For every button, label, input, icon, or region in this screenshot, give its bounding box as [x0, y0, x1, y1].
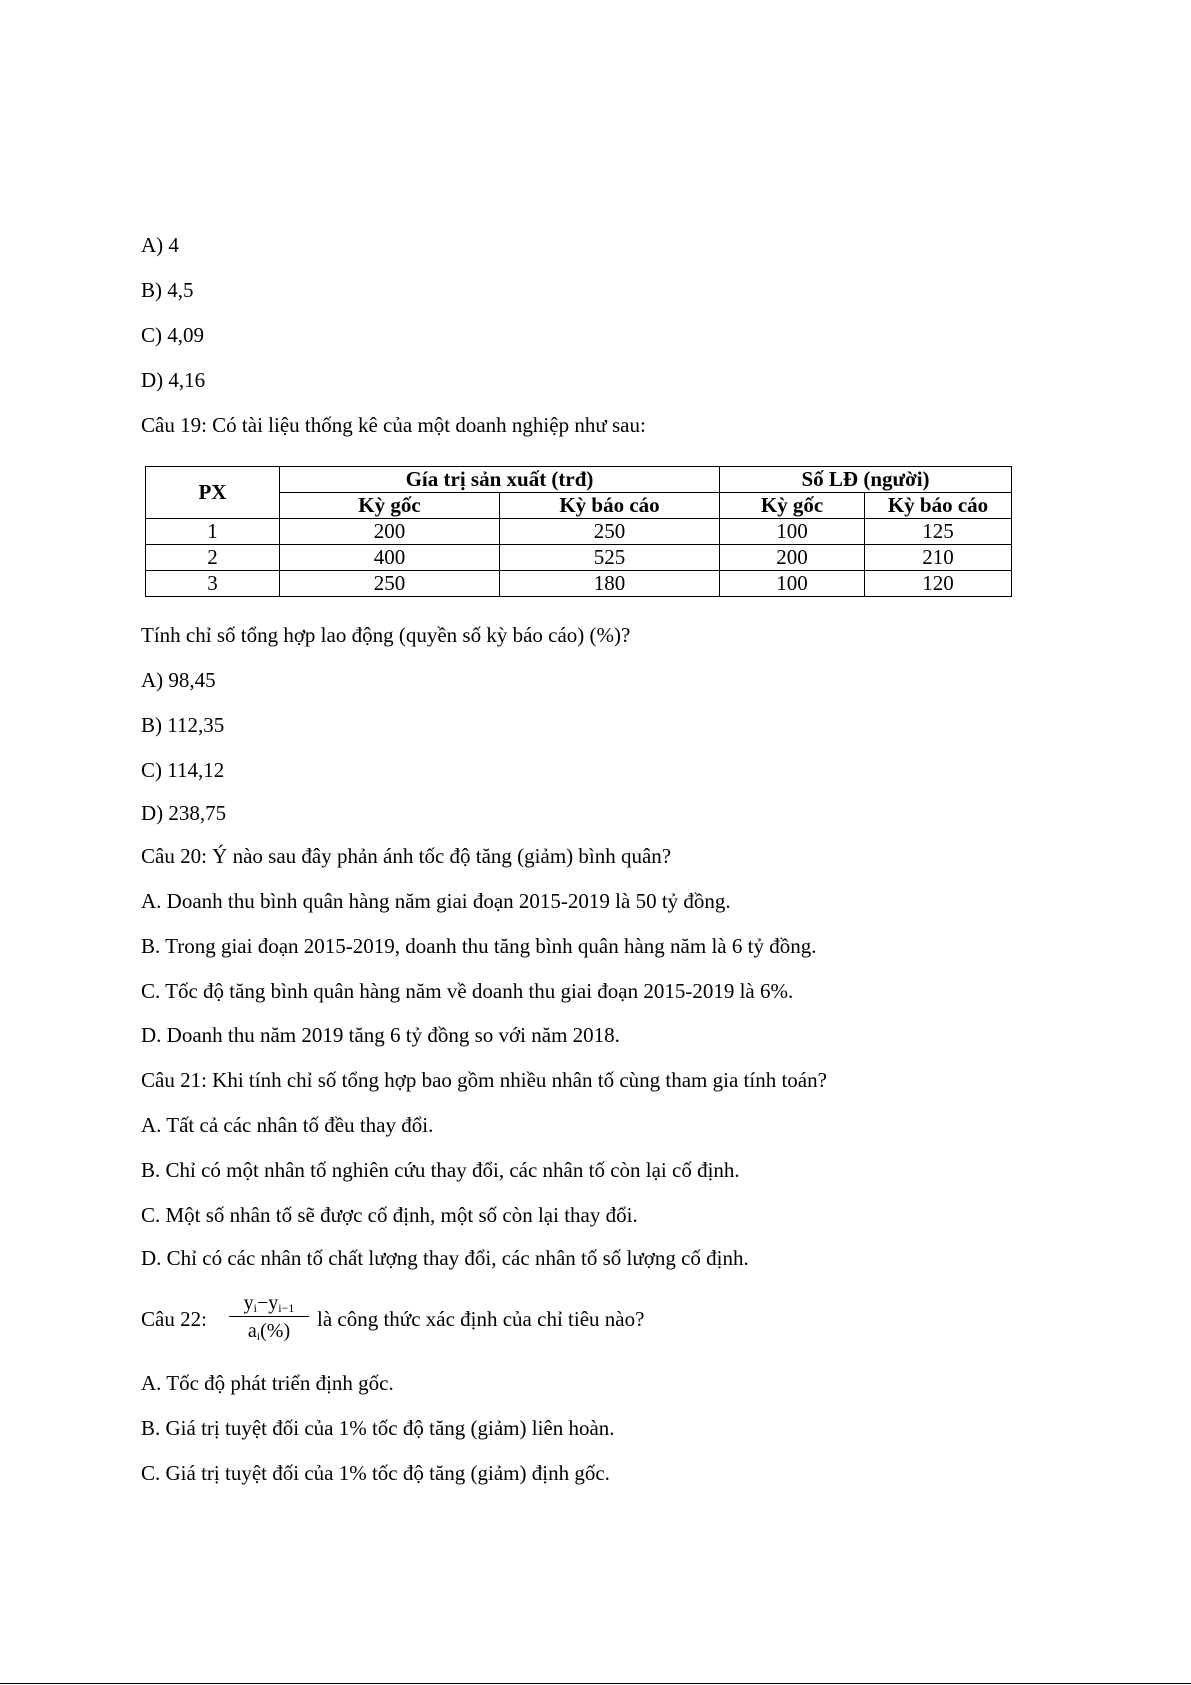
- header-px: PX: [146, 467, 280, 519]
- q21-option-d: D. Chỉ có các nhân tố chất lượng thay đổi, các nhân tố số lượng cố định.: [141, 1246, 749, 1270]
- table-cell: 250: [500, 519, 720, 545]
- q20-option-c: C. Tốc độ tăng bình quân hàng năm về doanh thu giai đoạn 2015-2019 là 6%.: [141, 979, 794, 1003]
- subheader-value-base: Kỳ gốc: [280, 493, 500, 519]
- q18-option-a: A) 4: [141, 233, 179, 257]
- q19-option-a: A) 98,45: [141, 668, 216, 692]
- formula-numerator: $y_i-y_{i-1}$: [229, 1290, 309, 1317]
- q19-question: Câu 19: Có tài liệu thống kê của một doanh nghiệp như sau:: [141, 413, 646, 437]
- subheader-labor-base: Kỳ gốc: [720, 493, 865, 519]
- q21-question: Câu 21: Khi tính chỉ số tổng hợp bao gồm nhiều nhân tố cùng tham gia tính toán?: [141, 1068, 827, 1092]
- q22-option-b: B. Giá trị tuyệt đối của 1% tốc độ tăng (giảm) liên hoàn.: [141, 1416, 615, 1440]
- table-header-row: [146, 467, 1012, 493]
- table-cell: 125: [865, 519, 1012, 545]
- q19-option-d: D) 238,75: [141, 801, 227, 825]
- header-production-value: Gía trị sản xuất (trđ): [280, 467, 720, 493]
- table-cell: 210: [865, 545, 1012, 571]
- q19-data-table: [145, 466, 1012, 597]
- table-cell: 120: [865, 571, 1012, 597]
- table-cell: 400: [280, 545, 500, 571]
- q18-option-d: D) 4,16: [141, 368, 206, 392]
- table-row: [146, 571, 1012, 597]
- table-cell: 100: [720, 571, 865, 597]
- table-cell: 2: [146, 545, 280, 571]
- q22-option-c: C. Giá trị tuyệt đối của 1% tốc độ tăng (giảm) định gốc.: [141, 1461, 610, 1485]
- q19-option-c: C) 114,12: [141, 758, 225, 782]
- q22-option-a: A. Tốc độ phát triển định gốc.: [141, 1371, 394, 1395]
- table-cell: 250: [280, 571, 500, 597]
- q20-question: Câu 20: Ý nào sau đây phản ánh tốc độ tăng (giảm) bình quân?: [141, 844, 672, 868]
- table-cell: 180: [500, 571, 720, 597]
- table-cell: 200: [720, 545, 865, 571]
- q21-option-b: B. Chỉ có một nhân tố nghiên cứu thay đổi, các nhân tố còn lại cố định.: [141, 1158, 740, 1182]
- table-cell: 200: [280, 519, 500, 545]
- q20-option-b: B. Trong giai đoạn 2015-2019, doanh thu tăng bình quân hàng năm là 6 tỷ đồng.: [141, 934, 817, 958]
- q22-label: Câu 22:: [141, 1307, 207, 1331]
- q19-prompt: Tính chỉ số tổng hợp lao động (quyền số kỳ báo cáo) (%)?: [141, 623, 631, 647]
- formula-denominator: $a_i(\%)$: [247, 1320, 291, 1343]
- q21-option-c: C. Một số nhân tố sẽ được cố định, một số còn lại thay đổi.: [141, 1203, 638, 1227]
- subheader-value-report: Kỳ báo cáo: [500, 493, 720, 519]
- page-bottom-rule: [0, 1683, 1191, 1684]
- table-cell: 1: [146, 519, 280, 545]
- q22-formula: [229, 1290, 309, 1350]
- subheader-labor-report: Kỳ báo cáo: [865, 493, 1012, 519]
- table-row: [146, 519, 1012, 545]
- q18-option-b: B) 4,5: [141, 278, 194, 302]
- q21-option-a: A. Tất cả các nhân tố đều thay đổi.: [141, 1113, 434, 1137]
- q20-option-d: D. Doanh thu năm 2019 tăng 6 tỷ đồng so với năm 2018.: [141, 1023, 620, 1047]
- q20-option-a: A. Doanh thu bình quân hàng năm giai đoạn 2015-2019 là 50 tỷ đồng.: [141, 889, 731, 913]
- q22-question-text: là công thức xác định của chỉ tiêu nào?: [317, 1307, 645, 1331]
- table-cell: 525: [500, 545, 720, 571]
- header-labor-count: Số LĐ (người): [720, 467, 1012, 493]
- table-cell: 3: [146, 571, 280, 597]
- table-row: [146, 545, 1012, 571]
- q18-option-c: C) 4,09: [141, 323, 204, 347]
- q19-option-b: B) 112,35: [141, 713, 225, 737]
- table-cell: 100: [720, 519, 865, 545]
